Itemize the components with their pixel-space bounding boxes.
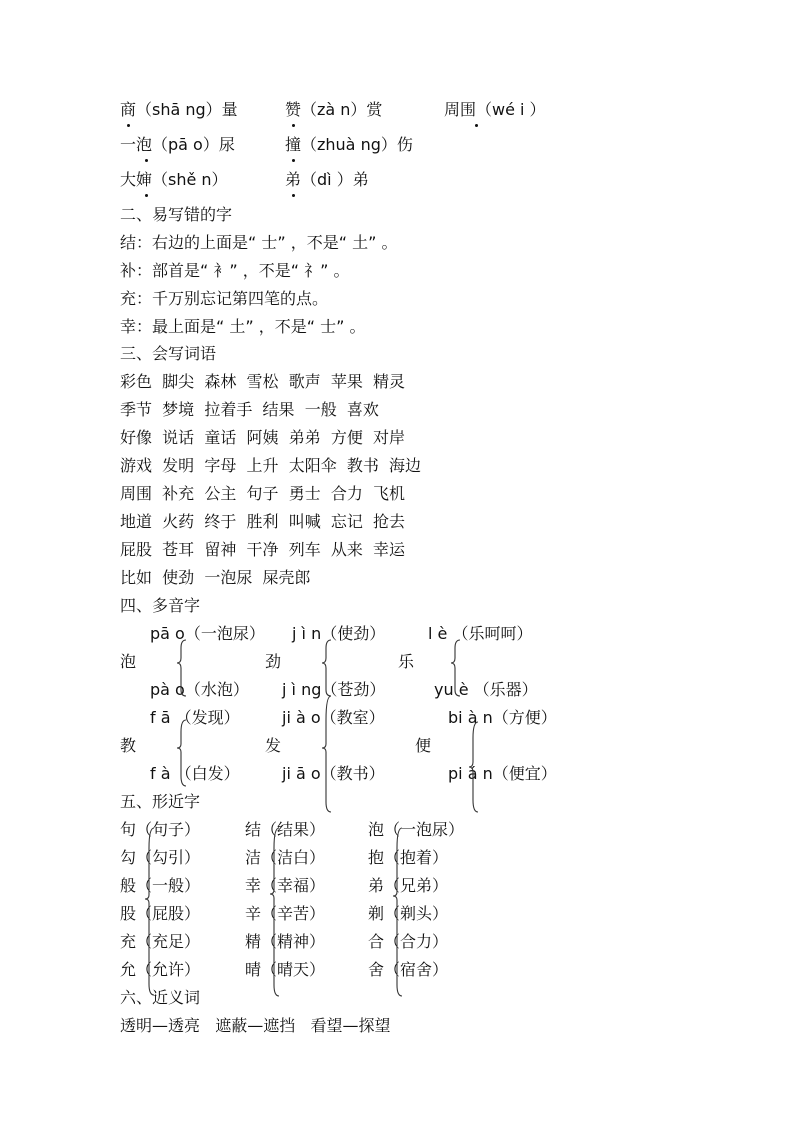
text-line: 结：右边的上面是“ 士” ，不是“ 土” 。 <box>120 233 398 252</box>
polyphone-char: 便 <box>415 736 432 755</box>
similar-char-item: 精（精神） <box>245 932 326 951</box>
reading-item: j ì ng（苍劲） <box>282 680 386 699</box>
polyphone-char: 劲 <box>265 652 282 671</box>
section-heading: 六、近义词 <box>120 988 201 1007</box>
similar-char-item: 剃（剃头） <box>368 904 449 923</box>
emphasis-dot <box>145 194 148 197</box>
pinyin-item: 商（shā ng）量 <box>120 100 238 119</box>
word-line: 季节 梦境 拉着手 结果 一般 喜欢 <box>120 400 379 419</box>
word-line: 周围 补充 公主 句子 勇士 合力 飞机 <box>120 484 406 503</box>
emphasis-dot <box>127 124 130 127</box>
word-line: 比如 使劲 一泡尿 屎壳郎 <box>120 568 311 587</box>
reading-item: ji ā o（教书） <box>282 764 385 783</box>
emphasis-dot <box>145 159 148 162</box>
word-line: 地道 火药 终于 胜利 叫喊 忘记 抢去 <box>120 512 406 531</box>
emphasis-dot <box>292 159 295 162</box>
pinyin-item: 周围（wé i ） <box>444 100 546 119</box>
section-heading: 二、易写错的字 <box>120 205 233 224</box>
section-heading: 三、会写词语 <box>120 344 217 363</box>
similar-char-item: 允（允许） <box>120 960 201 979</box>
similar-char-item: 结（结果） <box>245 820 326 839</box>
polyphone-char: 教 <box>120 736 137 755</box>
word-line: 好像 说话 童话 阿姨 弟弟 方便 对岸 <box>120 428 406 447</box>
polyphone-char: 泡 <box>120 652 137 671</box>
similar-char-item: 辛（辛苦） <box>245 904 326 923</box>
similar-char-item: 洁（洁白） <box>245 848 326 867</box>
emphasis-dot <box>292 194 295 197</box>
reading-item: bi à n（方便） <box>448 708 557 727</box>
reading-item: pà o（水泡） <box>150 680 249 699</box>
similar-char-item: 句（句子） <box>120 820 201 839</box>
reading-item: yu è （乐器） <box>434 680 538 699</box>
polyphone-char: 乐 <box>398 652 415 671</box>
similar-char-item: 幸（幸福） <box>245 876 326 895</box>
reading-item: pi á n（便宜） <box>448 764 557 783</box>
reading-item: pā o（一泡尿） <box>150 624 265 643</box>
text-line: 补：部首是“ 衤” ，不是“ 礻” 。 <box>120 261 350 280</box>
emphasis-dot <box>292 124 295 127</box>
text-line: 充：千万别忘记第四笔的点。 <box>120 289 329 308</box>
section-heading: 五、形近字 <box>120 792 201 811</box>
section-heading: 四、多音字 <box>120 596 201 615</box>
reading-item: j ì n（使劲） <box>292 624 386 643</box>
pinyin-item: 撞（zhuà ng）伤 <box>285 135 413 154</box>
similar-char-item: 合（合力） <box>368 932 449 951</box>
similar-char-item: 抱（抱着） <box>368 848 449 867</box>
pinyin-item: 大婶（shě n） <box>120 170 228 189</box>
similar-char-item: 泡（一泡尿） <box>368 820 465 839</box>
reading-item: l è （乐呵呵） <box>428 624 533 643</box>
similar-char-item: 般（一般） <box>120 876 201 895</box>
similar-char-item: 晴（晴天） <box>245 960 326 979</box>
reading-item: f ā （发现） <box>150 708 240 727</box>
similar-char-item: 弟（兄弟） <box>368 876 449 895</box>
similar-char-item: 股（屁股） <box>120 904 201 923</box>
synonym-line: 透明—透亮 遮蔽—遮挡 看望—探望 <box>120 1016 391 1035</box>
similar-char-item: 勾（勾引） <box>120 848 201 867</box>
reading-item: ji à o（教室） <box>282 708 385 727</box>
word-line: 彩色 脚尖 森林 雪松 歌声 苹果 精灵 <box>120 372 406 391</box>
pinyin-item: 赞（zà n）赏 <box>285 100 383 119</box>
pinyin-item: 一泡（pā o）尿 <box>120 135 235 154</box>
similar-char-item: 充（充足） <box>120 932 201 951</box>
word-line: 屁股 苍耳 留神 干净 列车 从来 幸运 <box>120 540 406 559</box>
reading-item: f à （白发） <box>150 764 240 783</box>
text-line: 幸：最上面是“ 土” ，不是“ 士” 。 <box>120 317 366 336</box>
pinyin-item: 弟（dì ）弟 <box>285 170 369 189</box>
polyphone-char: 发 <box>265 736 282 755</box>
emphasis-dot <box>475 124 478 127</box>
similar-char-item: 舍（宿舍） <box>368 960 449 979</box>
word-line: 游戏 发明 字母 上升 太阳伞 教书 海边 <box>120 456 422 475</box>
